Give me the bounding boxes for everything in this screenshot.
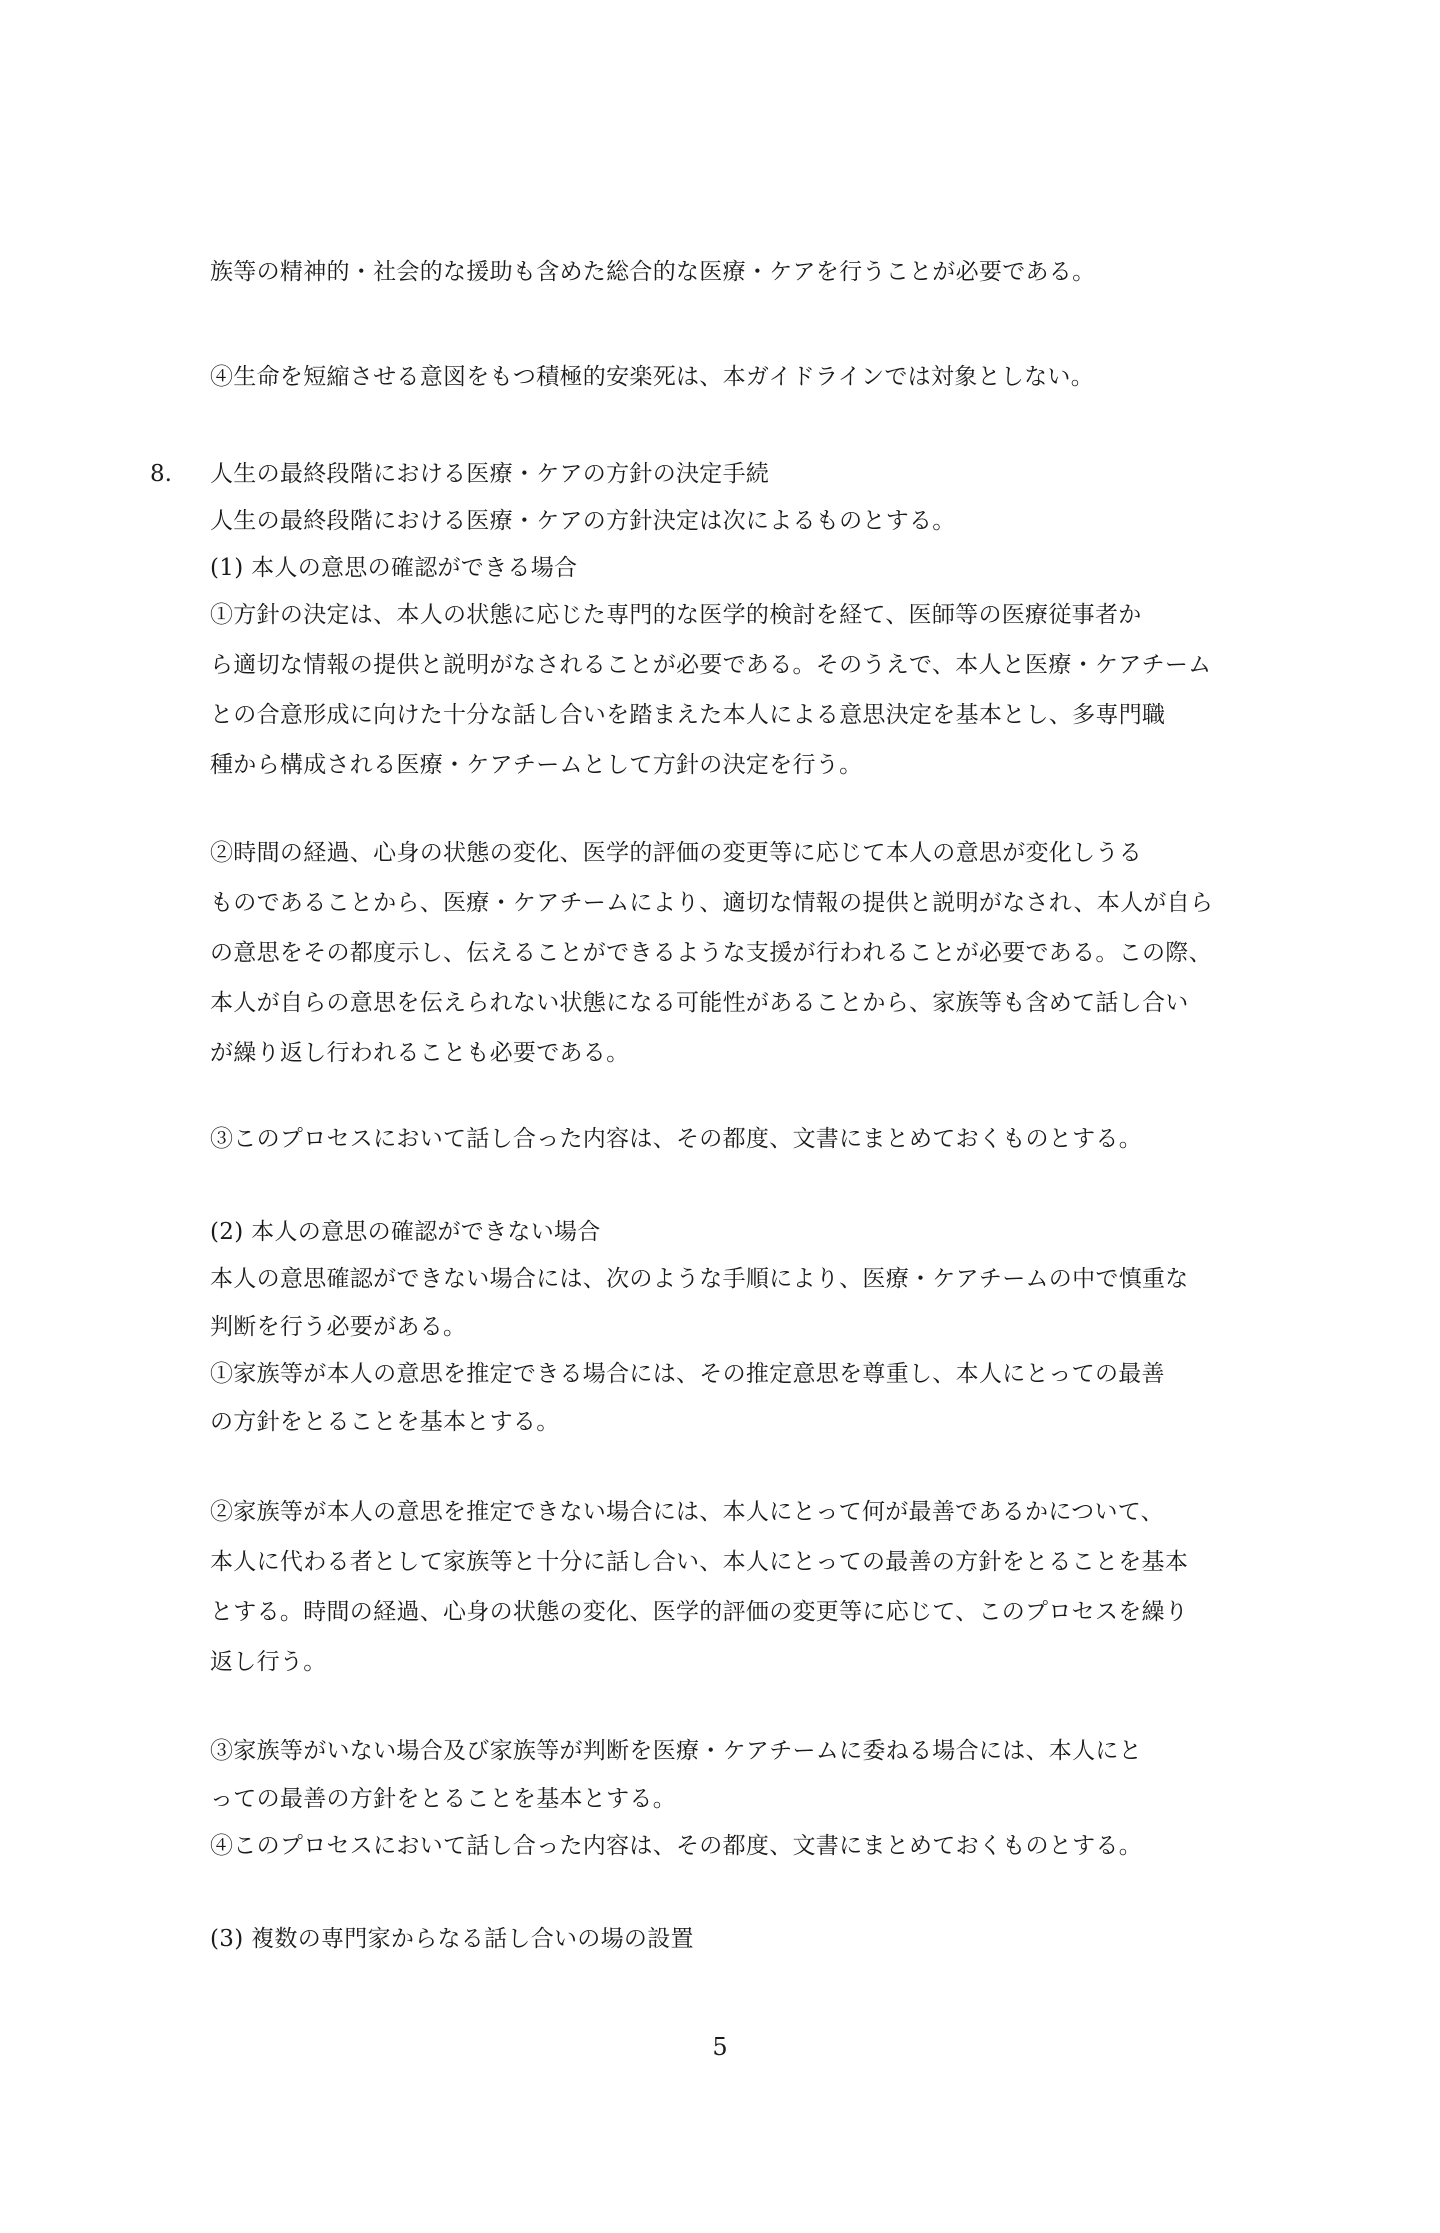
text-line: ものであることから、医療・ケアチームにより、適切な情報の提供と説明がなされ、本人が自ら	[210, 890, 1214, 916]
text-line: との合意形成に向けた十分な話し合いを踏まえた本人による意思決定を基本とし、多専門職	[210, 702, 1166, 728]
text-line: とする。時間の経過、心身の状態の変化、医学的評価の変更等に応じて、このプロセスを繰り	[210, 1599, 1189, 1625]
subsection-heading: (2) 本人の意思の確認ができない場合	[210, 1219, 601, 1245]
subsection-heading: (1) 本人の意思の確認ができる場合	[210, 555, 578, 581]
text-line: 判断を行う必要がある。	[210, 1314, 467, 1340]
text-line: 本人が自らの意思を伝えられない状態になる可能性があることから、家族等も含めて話し合い	[210, 990, 1189, 1016]
text-line: 本人の意思確認ができない場合には、次のような手順により、医療・ケアチームの中で慎重な	[210, 1266, 1189, 1292]
text-line: ②家族等が本人の意思を推定できない場合には、本人にとって何が最善であるかについて、	[210, 1499, 1164, 1525]
text-line: ①家族等が本人の意思を推定できる場合には、その推定意思を尊重し、本人にとっての最善	[210, 1361, 1165, 1387]
subsection-heading: (3) 複数の専門家からなる話し合いの場の設置	[210, 1926, 694, 1952]
text-line: ③家族等がいない場合及び家族等が判断を医療・ケアチームに委ねる場合には、本人にと	[210, 1738, 1142, 1764]
text-line: ④このプロセスにおいて話し合った内容は、その都度、文書にまとめておくものとする。	[210, 1833, 1142, 1859]
text-line: ら適切な情報の提供と説明がなされることが必要である。そのうえで、本人と医療・ケアチーム	[210, 652, 1212, 678]
text-line: 族等の精神的・社会的な援助も含めた総合的な医療・ケアを行うことが必要である。	[210, 259, 1096, 285]
text-line: 種から構成される医療・ケアチームとして方針の決定を行う。	[210, 752, 863, 778]
text-line: ①方針の決定は、本人の状態に応じた専門的な医学的検討を経て、医師等の医療従事者か	[210, 602, 1142, 628]
page-number: 5	[712, 2033, 728, 2061]
text-line: ④生命を短縮させる意図をもつ積極的安楽死は、本ガイドラインでは対象としない。	[210, 364, 1095, 390]
section-number: 8.	[150, 461, 172, 487]
text-line: ②時間の経過、心身の状態の変化、医学的評価の変更等に応じて本人の意思が変化しうる	[210, 840, 1142, 866]
text-line: が繰り返し行われることも必要である。	[210, 1040, 630, 1066]
section-heading: 人生の最終段階における医療・ケアの方針の決定手続	[210, 461, 770, 487]
text-line: ③このプロセスにおいて話し合った内容は、その都度、文書にまとめておくものとする。	[210, 1126, 1142, 1152]
text-line: 本人に代わる者として家族等と十分に話し合い、本人にとっての最善の方針をとることを基本	[210, 1549, 1189, 1575]
text-line: の意思をその都度示し、伝えることができるような支援が行われることが必要である。この際、	[210, 940, 1212, 966]
text-line: 返し行う。	[210, 1649, 327, 1675]
text-line: の方針をとることを基本とする。	[210, 1409, 560, 1435]
text-line: っての最善の方針をとることを基本とする。	[210, 1786, 676, 1812]
text-line: 人生の最終段階における医療・ケアの方針決定は次によるものとする。	[210, 508, 956, 534]
